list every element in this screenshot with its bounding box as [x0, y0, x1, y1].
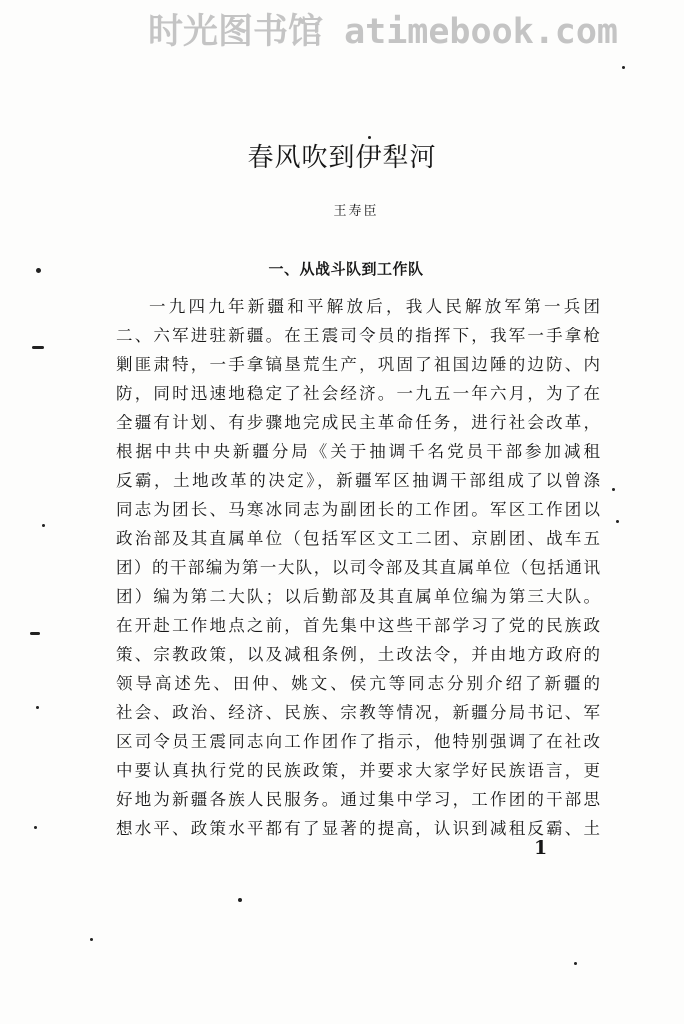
scan-speck — [36, 268, 41, 273]
text-line: 好地为新疆各族人民服务。通过集中学习，工作团的干部思 — [116, 790, 600, 809]
text-line: 领导高述先、田仲、姚文、侯亢等同志分别介绍了新疆的 — [116, 674, 600, 693]
text-line: 防，同时迅速地稳定了社会经济。一九五一年六月，为了在 — [116, 384, 600, 403]
scan-speck — [34, 826, 37, 829]
scan-speck — [574, 962, 577, 965]
text-line: 区司令员王震同志向工作团作了指示，他特别强调了在社改 — [116, 732, 600, 751]
page-number: 1 — [534, 837, 548, 859]
text-line: 中要认真执行党的民族政策，并要求大家学好民族语言，更 — [116, 761, 600, 780]
text-line: 政治部及其直属单位（包括军区文工二团、京剧团、战车五 — [116, 529, 600, 548]
section-heading: 一、从战斗队到工作队 — [268, 260, 424, 278]
text-line: 策、宗教政策，以及减租条例，土改法令，并由地方政府的 — [116, 645, 600, 664]
text-line: 剿匪肃特，一手拿镐垦荒生产，巩固了祖国边陲的边防、内 — [116, 355, 600, 374]
scan-speck — [616, 520, 619, 523]
scan-speck — [612, 488, 615, 491]
text-line: 在开赴工作地点之前，首先集中这些干部学习了党的民族政 — [116, 616, 600, 635]
scan-speck — [622, 66, 625, 69]
text-line: 二、六军进驻新疆。在王震司令员的指挥下，我军一手拿枪 — [116, 326, 600, 345]
article-title: 春风吹到伊犁河 — [247, 143, 437, 173]
scan-speck — [368, 136, 371, 139]
text-line: 社会、政治、经济、民族、宗教等情况，新疆分局书记、军 — [116, 703, 600, 722]
text-line: 全疆有计划、有步骤地完成民主革命任务，进行社会改革， — [116, 413, 600, 432]
text-line: 根据中共中央新疆分局《关于抽调千名党员干部参加减租 — [116, 442, 600, 461]
text-line: 想水平、政策水平都有了显著的提高，认识到减租反霸、土 — [116, 819, 600, 838]
text-line: 团）的干部编为第一大队，以司令部及其直属单位（包括通讯 — [116, 558, 600, 577]
body-text — [116, 292, 600, 843]
watermark: 时光图书馆 atimebook.com — [148, 12, 619, 52]
article-author: 王寿臣 — [333, 204, 379, 219]
scan-speck — [36, 706, 39, 709]
text-line: 同志为团长、马寒冰同志为副团长的工作团。军区工作团以 — [116, 500, 600, 519]
text-line: 团）编为第二大队；以后勤部及其直属单位编为第三大队。 — [116, 587, 600, 606]
scan-speck — [238, 898, 242, 902]
scan-speck — [90, 938, 93, 941]
scan-speck — [42, 524, 45, 527]
text-line: 反霸，土地改革的决定》，新疆军区抽调干部组成了以曾涤 — [116, 471, 600, 490]
scan-speck — [32, 346, 44, 349]
text-line: 一九四九年新疆和平解放后，我人民解放军第一兵团 — [149, 297, 600, 316]
scan-speck — [30, 632, 40, 635]
